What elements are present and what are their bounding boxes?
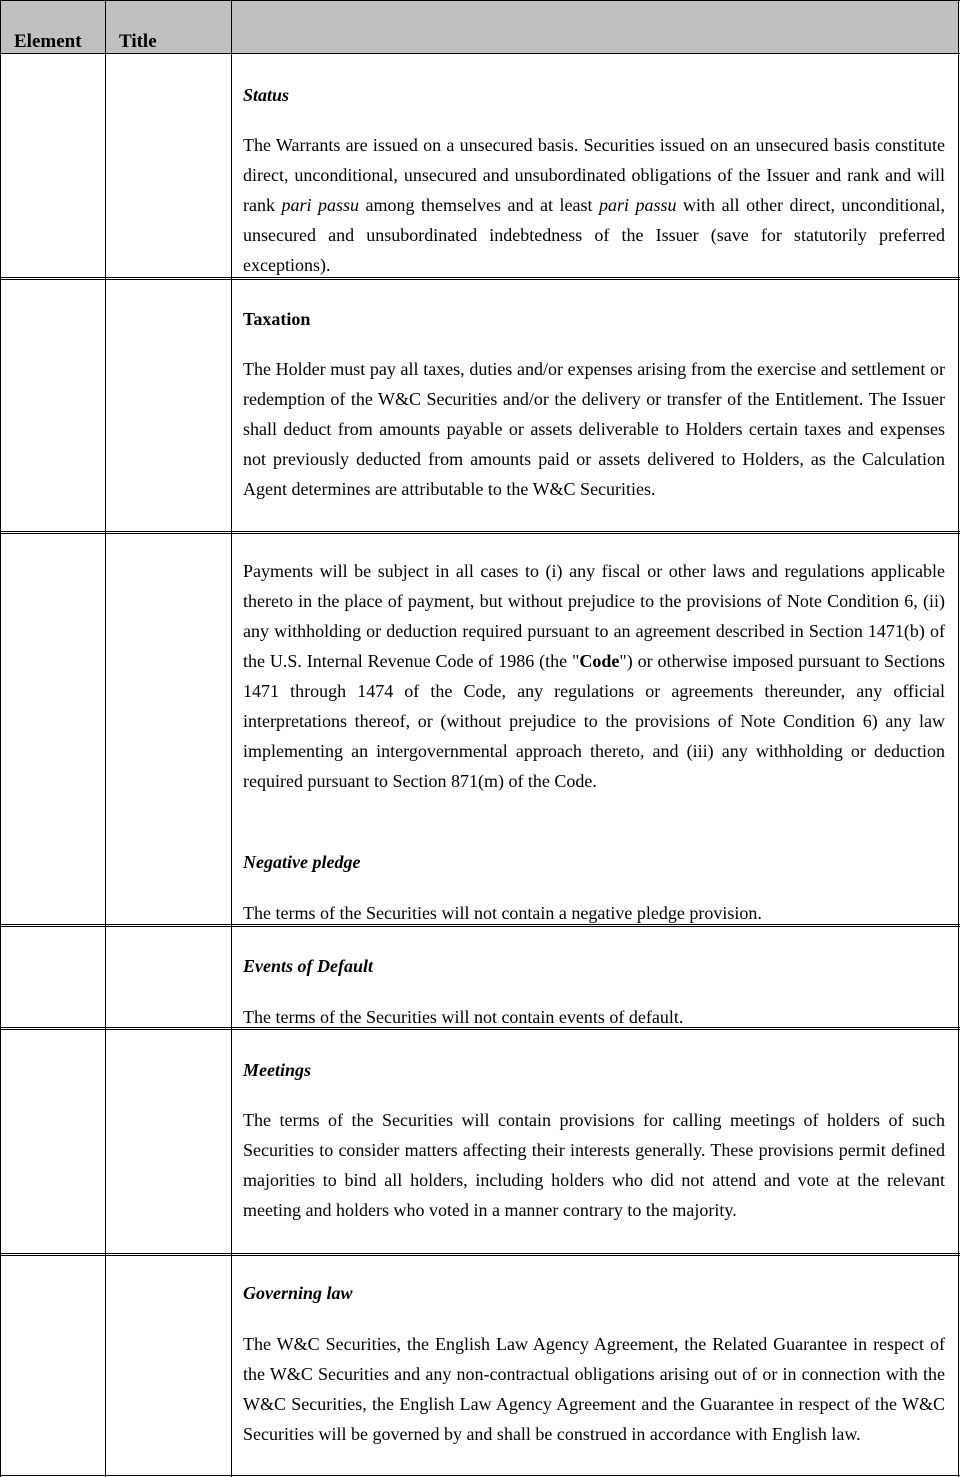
row-rule-5 (0, 1253, 960, 1254)
header-rule (0, 53, 960, 54)
row-rule-2 (0, 531, 960, 532)
events-of-default-heading: Events of Default (243, 956, 373, 976)
table-border-top (0, 0, 960, 1)
taxation-heading: Taxation (243, 309, 311, 329)
row-rule-5b (0, 1255, 960, 1256)
meetings-heading: Meetings (243, 1060, 312, 1080)
taxation-text-1: The Holder must pay all taxes, duties and/or expenses arising from the exercise and settlement or redemption of the W&C Securities and/or the delivery or transfer of the Entitlement. The Issuer shall deduct from amounts payable or assets deliverable to Holders certain taxes and expenses not previously deducted from amounts paid or assets delivered to Holders, as the Calculation Agent determines are attributable to the W&C Securities. (243, 359, 945, 499)
taxation-text-2: Payments will be subject in all cases to (i) any fiscal or other laws and regulations applicable thereto in the place of payment, but without prejudice to the provisions of Note Condition 6, (ii) any withholding or deduction required pursuant to an agreement described in Section 1471(b) of the U.S. Internal Revenue Code of 1986 (the "Code") or otherwise imposed pursuant to Sections 1471 through 1474 of the Code, any regulations or agreements thereunder, any official interpretations thereof, or (without prejudice to the provisions of Note Condition 6) any law implementing an intergovernmental approach thereto, and (iii) any withholding or deduction required pursuant to Section 871(m) of the Code. (243, 561, 946, 791)
negative-pledge-text: The terms of the Securities will not contain a negative pledge provision. (243, 903, 762, 923)
negative-pledge-heading: Negative pledge (243, 852, 361, 872)
header-element: Element (14, 31, 82, 52)
row-rule-2b (0, 533, 960, 534)
events-of-default-text: The terms of the Securities will not contain events of default. (243, 1007, 684, 1027)
governing-law-text: The W&C Securities, the English Law Agency Agreement, the Related Guarantee in respect of the W&C Securities and any non-contractual obligations arising out of or in connection with the W&C Securities, the English Law Agency Agreement and the Guarantee in respect of the W&C Securities will be governed by and shall be construed in accordance with English law. (243, 1334, 945, 1444)
governing-law-heading: Governing law (243, 1283, 353, 1303)
status-text: The Warrants are issued on a unsecured basis. Securities issued on an unsecured basis constitute direct, unconditional, unsecured and unsubordinated obligations of the Issuer and rank and will rank pari passu among themselves and at least pari passu with all other direct, unconditional, unsecured and unsubordinated indebtedness of the Issuer (save for statutorily preferred exceptions). (243, 135, 946, 275)
table-border-bottom (0, 1475, 960, 1476)
status-heading: Status (243, 85, 290, 105)
header-title: Title (119, 31, 157, 52)
meetings-text: The terms of the Securities will contain provisions for calling meetings of holders of such Securities to consider matters affecting their interests generally. These provisions permit defined majorities to bind all holders, including holders who did not attend and vote at the relevant meeting and holders who voted in a manner contrary to the majority. (243, 1110, 945, 1220)
